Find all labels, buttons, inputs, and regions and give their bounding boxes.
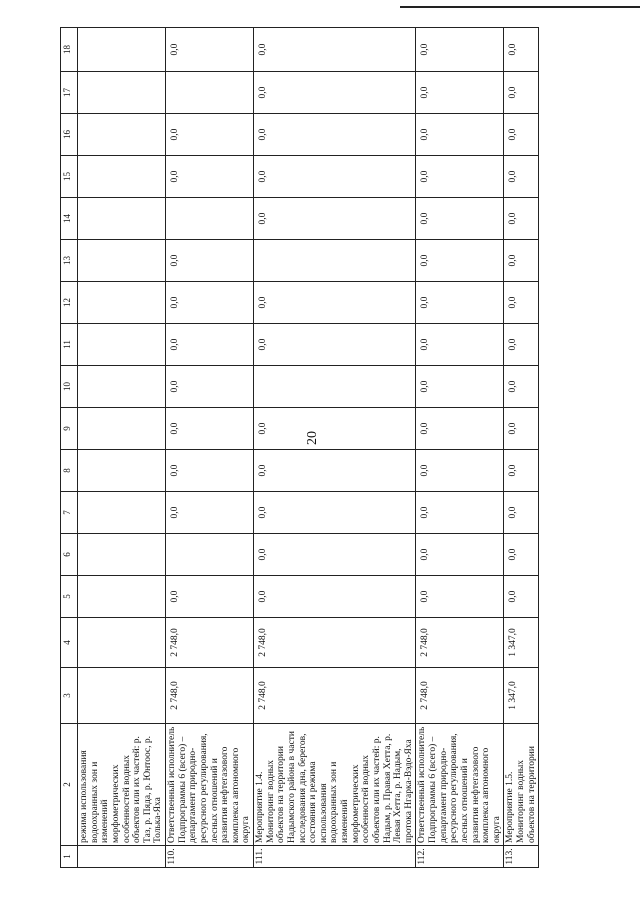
column-header: 1	[61, 845, 78, 867]
value-cell	[78, 533, 166, 575]
value-cell: 2 748,0	[416, 617, 504, 667]
column-header: 16	[61, 113, 78, 155]
value-cell: 0,0	[504, 575, 539, 617]
value-cell: 0,0	[166, 365, 254, 407]
column-header: 14	[61, 197, 78, 239]
row-number: 112.	[416, 845, 504, 867]
row-description: Ответственный исполнитель Подпрограммы 6 (всего) – департамент природно-ресурсного регулирования, лесных отношений и развития нефтегазового комплекса автономного округа	[166, 723, 254, 845]
value-cell: 0,0	[416, 533, 504, 575]
value-cell: 0,0	[254, 71, 416, 113]
value-cell: 0,0	[504, 281, 539, 323]
value-cell: 0,0	[254, 575, 416, 617]
value-cell	[254, 365, 416, 407]
row-number: 110.	[166, 845, 254, 867]
value-cell: 0,0	[166, 575, 254, 617]
column-header: 12	[61, 281, 78, 323]
row-number	[78, 845, 166, 867]
value-cell: 0,0	[166, 491, 254, 533]
value-cell: 0,0	[504, 407, 539, 449]
value-cell: 0,0	[504, 365, 539, 407]
value-cell	[78, 113, 166, 155]
column-header: 5	[61, 575, 78, 617]
value-cell: 0,0	[416, 155, 504, 197]
top-rule	[400, 6, 640, 8]
budget-table	[60, 27, 539, 868]
value-cell: 0,0	[166, 323, 254, 365]
value-cell: 0,0	[166, 281, 254, 323]
value-cell	[254, 239, 416, 281]
value-cell: 0,0	[254, 197, 416, 239]
value-cell: 2 748,0	[254, 617, 416, 667]
value-cell: 0,0	[166, 407, 254, 449]
value-cell: 0,0	[254, 449, 416, 491]
value-cell: 0,0	[504, 239, 539, 281]
value-cell	[166, 71, 254, 113]
value-cell: 0,0	[254, 27, 416, 71]
row-description: режима использования водоохранных зон и изменений морфометрических особенностей водных объектов или их частей: р. Таз, р. Пяда, р. Юнтоос, р. Толька-Яха	[78, 723, 166, 845]
value-cell	[78, 197, 166, 239]
value-cell: 0,0	[416, 323, 504, 365]
value-cell: 0,0	[166, 449, 254, 491]
value-cell: 0,0	[416, 491, 504, 533]
column-header: 9	[61, 407, 78, 449]
table-row	[78, 27, 166, 867]
value-cell: 0,0	[254, 113, 416, 155]
value-cell: 0,0	[504, 71, 539, 113]
table-container	[60, 38, 580, 868]
column-header: 2	[61, 723, 78, 845]
value-cell: 0,0	[254, 533, 416, 575]
value-cell: 0,0	[166, 27, 254, 71]
row-description: Мероприятие 1.5. Мониторинг водных объектов на территории	[504, 723, 539, 845]
value-cell: 0,0	[504, 113, 539, 155]
row-number: 113.	[504, 845, 539, 867]
value-cell: 0,0	[254, 281, 416, 323]
row-description: Мероприятие 1.4. Мониторинг водных объектов на территории Надымского района в части исследования дна, берегов, состояния и режима использования водоохранных зон и изменений морфометрических особенностей водных объектов или их частей: р. Надым, р. Правая Хетта, р. Левая Хетта, р. Надым, протока Нгарка-Вэдо-Яха	[254, 723, 416, 845]
column-header: 18	[61, 27, 78, 71]
table-row	[504, 27, 539, 867]
row-description: Ответственный исполнитель Подпрограммы 6 (всего) – департамент природно-ресурсного регулирования, лесных отношений и развития нефтегазового комплекса автономного округа	[416, 723, 504, 845]
table-row	[416, 27, 504, 867]
column-header: 15	[61, 155, 78, 197]
value-cell: 1 347,0	[504, 667, 539, 723]
value-cell: 0,0	[416, 449, 504, 491]
column-header: 13	[61, 239, 78, 281]
value-cell: 1 347,0	[504, 617, 539, 667]
value-cell: 2 748,0	[254, 667, 416, 723]
page-number: 20	[305, 431, 320, 445]
value-cell	[78, 617, 166, 667]
value-cell: 0,0	[416, 239, 504, 281]
column-header: 10	[61, 365, 78, 407]
value-cell: 0,0	[254, 323, 416, 365]
value-cell	[78, 71, 166, 113]
value-cell	[166, 533, 254, 575]
value-cell: 0,0	[416, 575, 504, 617]
value-cell: 2 748,0	[416, 667, 504, 723]
value-cell: 0,0	[416, 113, 504, 155]
value-cell	[78, 365, 166, 407]
value-cell	[78, 667, 166, 723]
value-cell: 0,0	[504, 197, 539, 239]
value-cell: 0,0	[416, 281, 504, 323]
value-cell: 0,0	[254, 155, 416, 197]
column-header: 7	[61, 491, 78, 533]
value-cell	[78, 27, 166, 71]
value-cell: 0,0	[254, 491, 416, 533]
value-cell: 0,0	[166, 239, 254, 281]
value-cell	[78, 155, 166, 197]
value-cell	[78, 449, 166, 491]
value-cell: 2 748,0	[166, 617, 254, 667]
column-header: 4	[61, 617, 78, 667]
value-cell: 0,0	[416, 365, 504, 407]
column-header: 3	[61, 667, 78, 723]
value-cell	[78, 239, 166, 281]
value-cell: 0,0	[504, 27, 539, 71]
column-header: 11	[61, 323, 78, 365]
value-cell	[78, 323, 166, 365]
table-row	[166, 27, 254, 867]
value-cell: 0,0	[166, 155, 254, 197]
value-cell: 0,0	[416, 407, 504, 449]
row-number: 111.	[254, 845, 416, 867]
value-cell: 0,0	[416, 27, 504, 71]
column-header: 6	[61, 533, 78, 575]
value-cell	[166, 197, 254, 239]
value-cell: 0,0	[254, 407, 416, 449]
table-row	[254, 27, 416, 867]
header-row	[61, 27, 78, 867]
value-cell: 0,0	[416, 71, 504, 113]
value-cell	[78, 491, 166, 533]
column-header: 17	[61, 71, 78, 113]
value-cell: 0,0	[504, 533, 539, 575]
value-cell: 0,0	[504, 155, 539, 197]
value-cell	[78, 575, 166, 617]
value-cell: 0,0	[504, 449, 539, 491]
value-cell: 0,0	[504, 491, 539, 533]
value-cell: 0,0	[166, 113, 254, 155]
column-header: 8	[61, 449, 78, 491]
value-cell: 0,0	[416, 197, 504, 239]
value-cell: 2 748,0	[166, 667, 254, 723]
value-cell	[78, 281, 166, 323]
value-cell: 0,0	[504, 323, 539, 365]
value-cell	[78, 407, 166, 449]
